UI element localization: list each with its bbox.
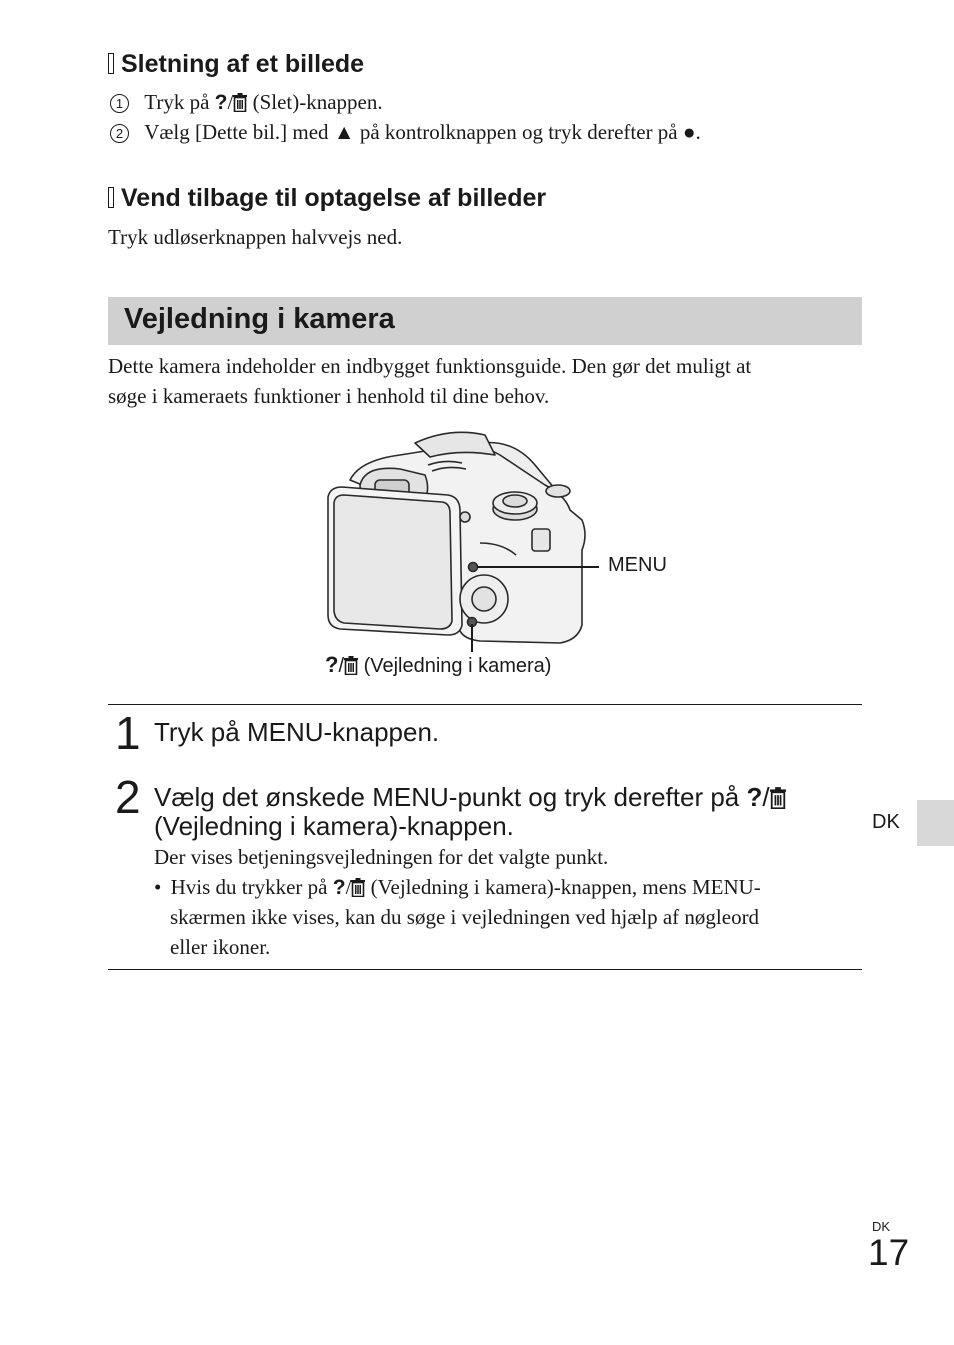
trash-icon xyxy=(351,878,365,897)
page-language: DK xyxy=(872,1219,891,1234)
help-icon: ? xyxy=(332,876,346,899)
side-tab-label: DK xyxy=(872,811,900,833)
page-number: 17 xyxy=(868,1232,910,1273)
guide-leader-line xyxy=(471,624,473,652)
section-title: Vejledning i kamera xyxy=(124,303,395,335)
return-text: Tryk udløserknappen halvvejs ned. xyxy=(108,225,403,249)
guide-callout-label: ?/ (Vejledning i kamera) xyxy=(325,652,552,677)
help-icon: ? xyxy=(746,782,763,812)
trash-icon xyxy=(233,93,247,112)
delete-step-1: 1 Tryk på ?/ (Slet)-knappen. xyxy=(110,87,383,118)
step-1-title: Tryk på MENU-knappen. xyxy=(154,717,440,747)
step-2-number: 2 xyxy=(115,771,141,823)
help-icon: ? xyxy=(325,652,339,677)
heading-marker xyxy=(108,53,114,74)
section-title-bar xyxy=(108,297,862,345)
trash-icon xyxy=(770,787,786,809)
help-icon: ? xyxy=(214,91,228,114)
step-2-bullet-line-3: eller ikoner. xyxy=(170,935,271,959)
step-2-title-line-1: Vælg det ønskede MENU-punkt og tryk derefter på ?/ xyxy=(154,783,786,812)
trash-icon xyxy=(344,656,358,675)
procedure-bottom-rule xyxy=(108,969,862,970)
step-2-description: Der vises betjeningsvejledningen for det valgte punkt. xyxy=(154,845,609,869)
step-number: 1 xyxy=(110,94,129,113)
delete-heading: Sletning af et billede xyxy=(108,50,364,79)
step-2-bullet: • Hvis du trykker på ?/ (Vejledning i kamera)-knappen, mens MENU- xyxy=(154,875,761,899)
return-heading: Vend tilbage til optagelse af billeder xyxy=(108,184,546,213)
camera-illustration xyxy=(320,425,600,650)
bullet-dot: • xyxy=(154,875,162,899)
intro-line-2: søge i kameraets funktioner i henhold til dine behov. xyxy=(108,384,550,408)
menu-leader-line xyxy=(477,566,599,568)
step-2-title-line-2: (Vejledning i kamera)-knappen. xyxy=(154,811,514,841)
step-number: 2 xyxy=(110,124,129,143)
step-2-bullet-line-2: skærmen ikke vises, kan du søge i vejledningen ved hjælp af nøgleord xyxy=(170,905,760,929)
procedure-top-rule xyxy=(108,704,862,705)
intro-line-1: Dette kamera indeholder en indbygget funktionsguide. Den gør det muligt at xyxy=(108,354,752,378)
step-1-number: 1 xyxy=(115,707,141,759)
menu-callout-label: MENU xyxy=(608,554,667,576)
delete-step-2: 2 Vælg [Dette bil.] med ▲ på kontrolknappen og tryk derefter på ●. xyxy=(110,117,701,147)
language-side-tab xyxy=(917,800,954,846)
heading-marker xyxy=(108,187,114,208)
